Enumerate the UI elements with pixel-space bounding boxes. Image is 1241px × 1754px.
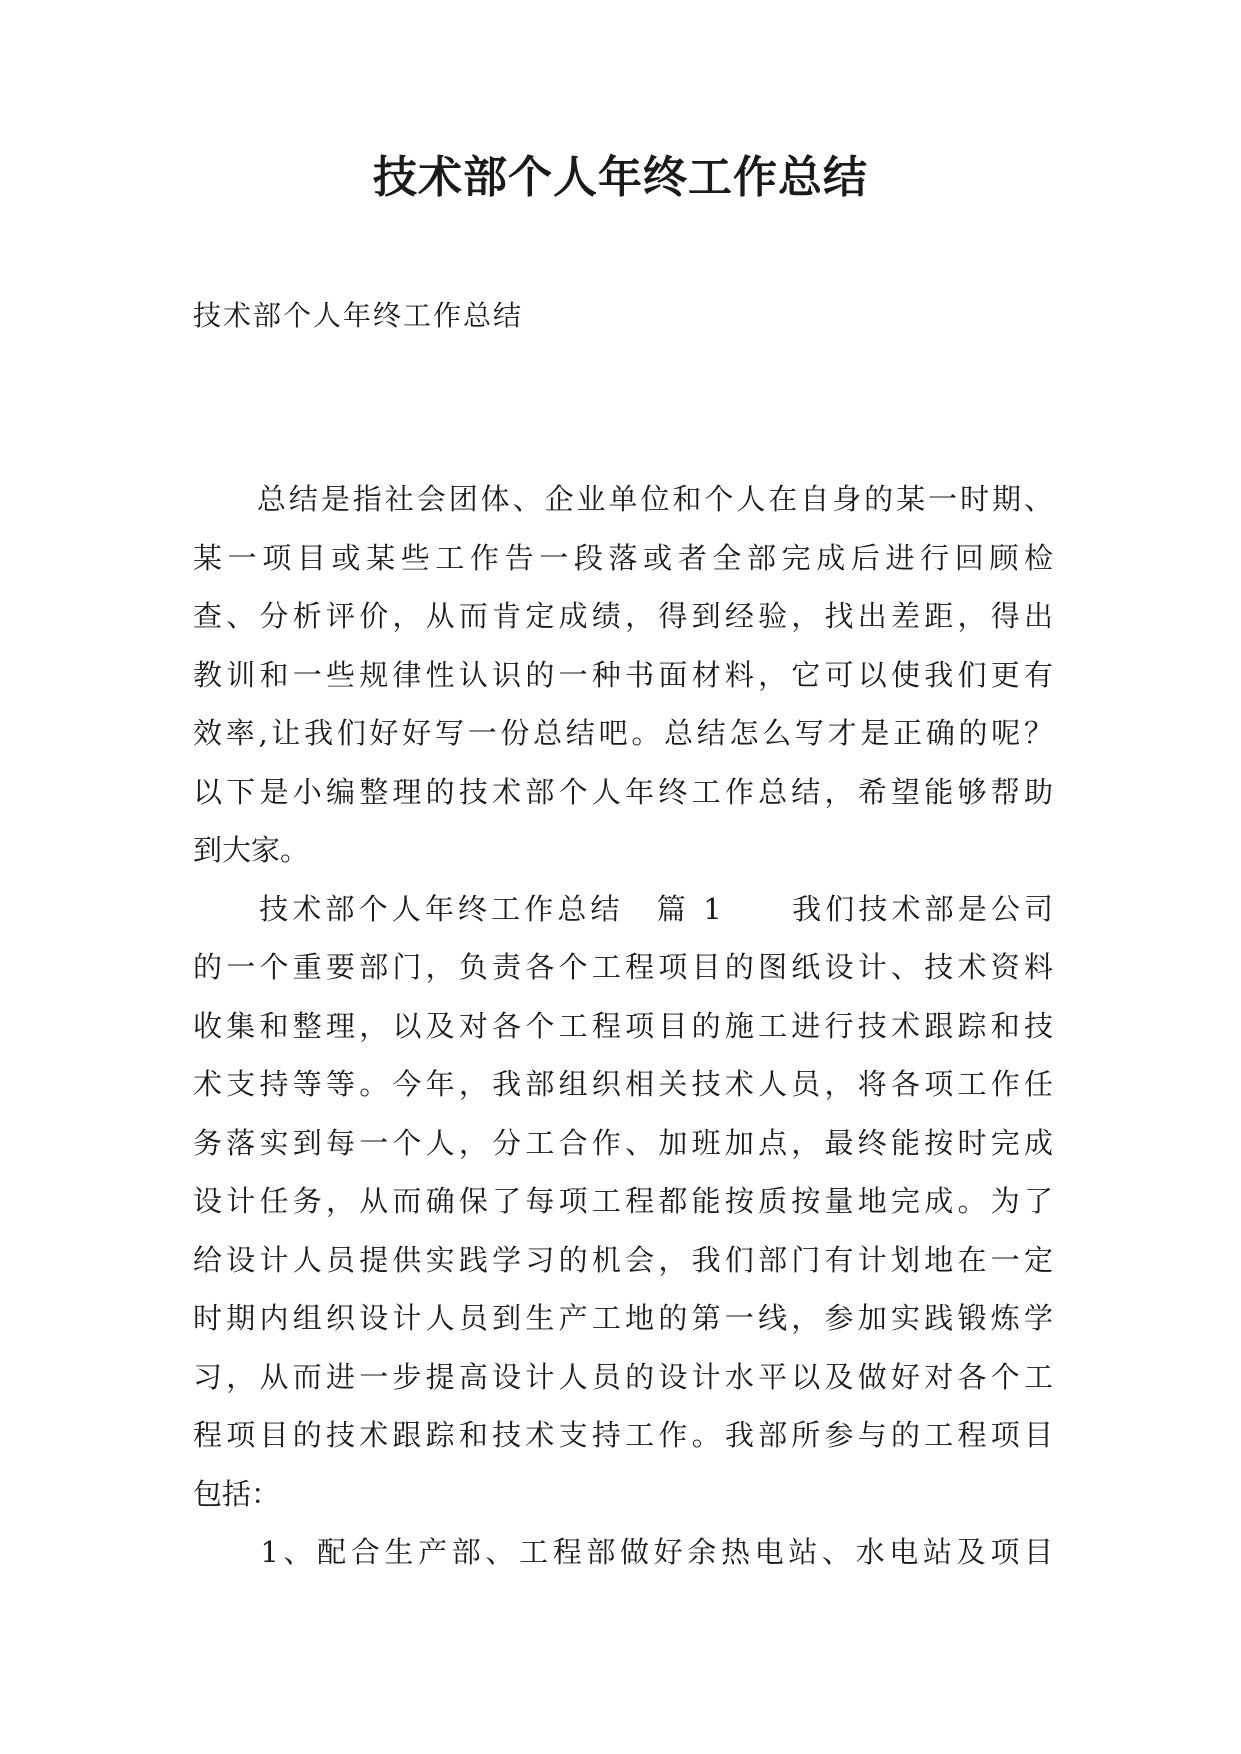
document-subtitle: 技术部个人年终工作总结 [193, 299, 524, 332]
text-line: 的一个重要部门，负责各个工程项目的图纸设计、技术资料 [193, 950, 1053, 984]
text-line: 效率,让我们好好写一份总结吧。总结怎么写才是正确的呢？ [193, 716, 1053, 750]
text-line: 查、分析评价，从而肯定成绩，得到经验，找出差距，得出 [193, 599, 1053, 633]
text-line: 务落实到每一个人，分工合作、加班加点，最终能按时完成 [193, 1125, 1053, 1160]
text-line: 时期内组织设计人员到生产工地的第一线，参加实践锻炼学 [193, 1301, 1053, 1335]
text-line: 包括： [193, 1476, 281, 1511]
text-line: 术支持等等。今年，我部组织相关技术人员，将各项工作任 [193, 1067, 1053, 1101]
document-title: 技术部个人年终工作总结 [373, 152, 868, 203]
text-line: 收集和整理，以及对各个工程项目的施工进行技术跟踪和技 [193, 1008, 1053, 1043]
text-line: 到大家。 [193, 833, 310, 867]
text-line: 教训和一些规律性认识的一种书面材料，它可以使我们更有 [193, 657, 1053, 692]
text-line: 习，从而进一步提高设计人员的设计水平以及做好对各个工 [193, 1359, 1053, 1394]
text-line: 技术部个人年终工作总结 篇 1 我们技术部是公司 [193, 891, 1053, 926]
text-line: 设计任务，从而确保了每项工程都能按质按量地完成。为了 [193, 1184, 1053, 1218]
text-line: 某一项目或某些工作告一段落或者全部完成后进行回顾检 [193, 540, 1053, 575]
text-line: 给设计人员提供实践学习的机会，我们部门有计划地在一定 [193, 1242, 1053, 1277]
text-line: 总结是指社会团体、企业单位和个人在自身的某一时期、 [193, 482, 1053, 516]
paragraph-section-1 [193, 880, 1053, 1524]
text-line: 程项目的技术跟踪和技术支持工作。我部所参与的工程项目 [193, 1418, 1053, 1452]
paragraph-list-item-1 [193, 1523, 1053, 1582]
text-line: 以下是小编整理的技术部个人年终工作总结，希望能够帮助 [193, 774, 1053, 809]
paragraph-intro [193, 470, 1053, 880]
text-line: 1、配合生产部、工程部做好余热电站、水电站及项目 [193, 1535, 1053, 1569]
document-body [193, 470, 1053, 1582]
